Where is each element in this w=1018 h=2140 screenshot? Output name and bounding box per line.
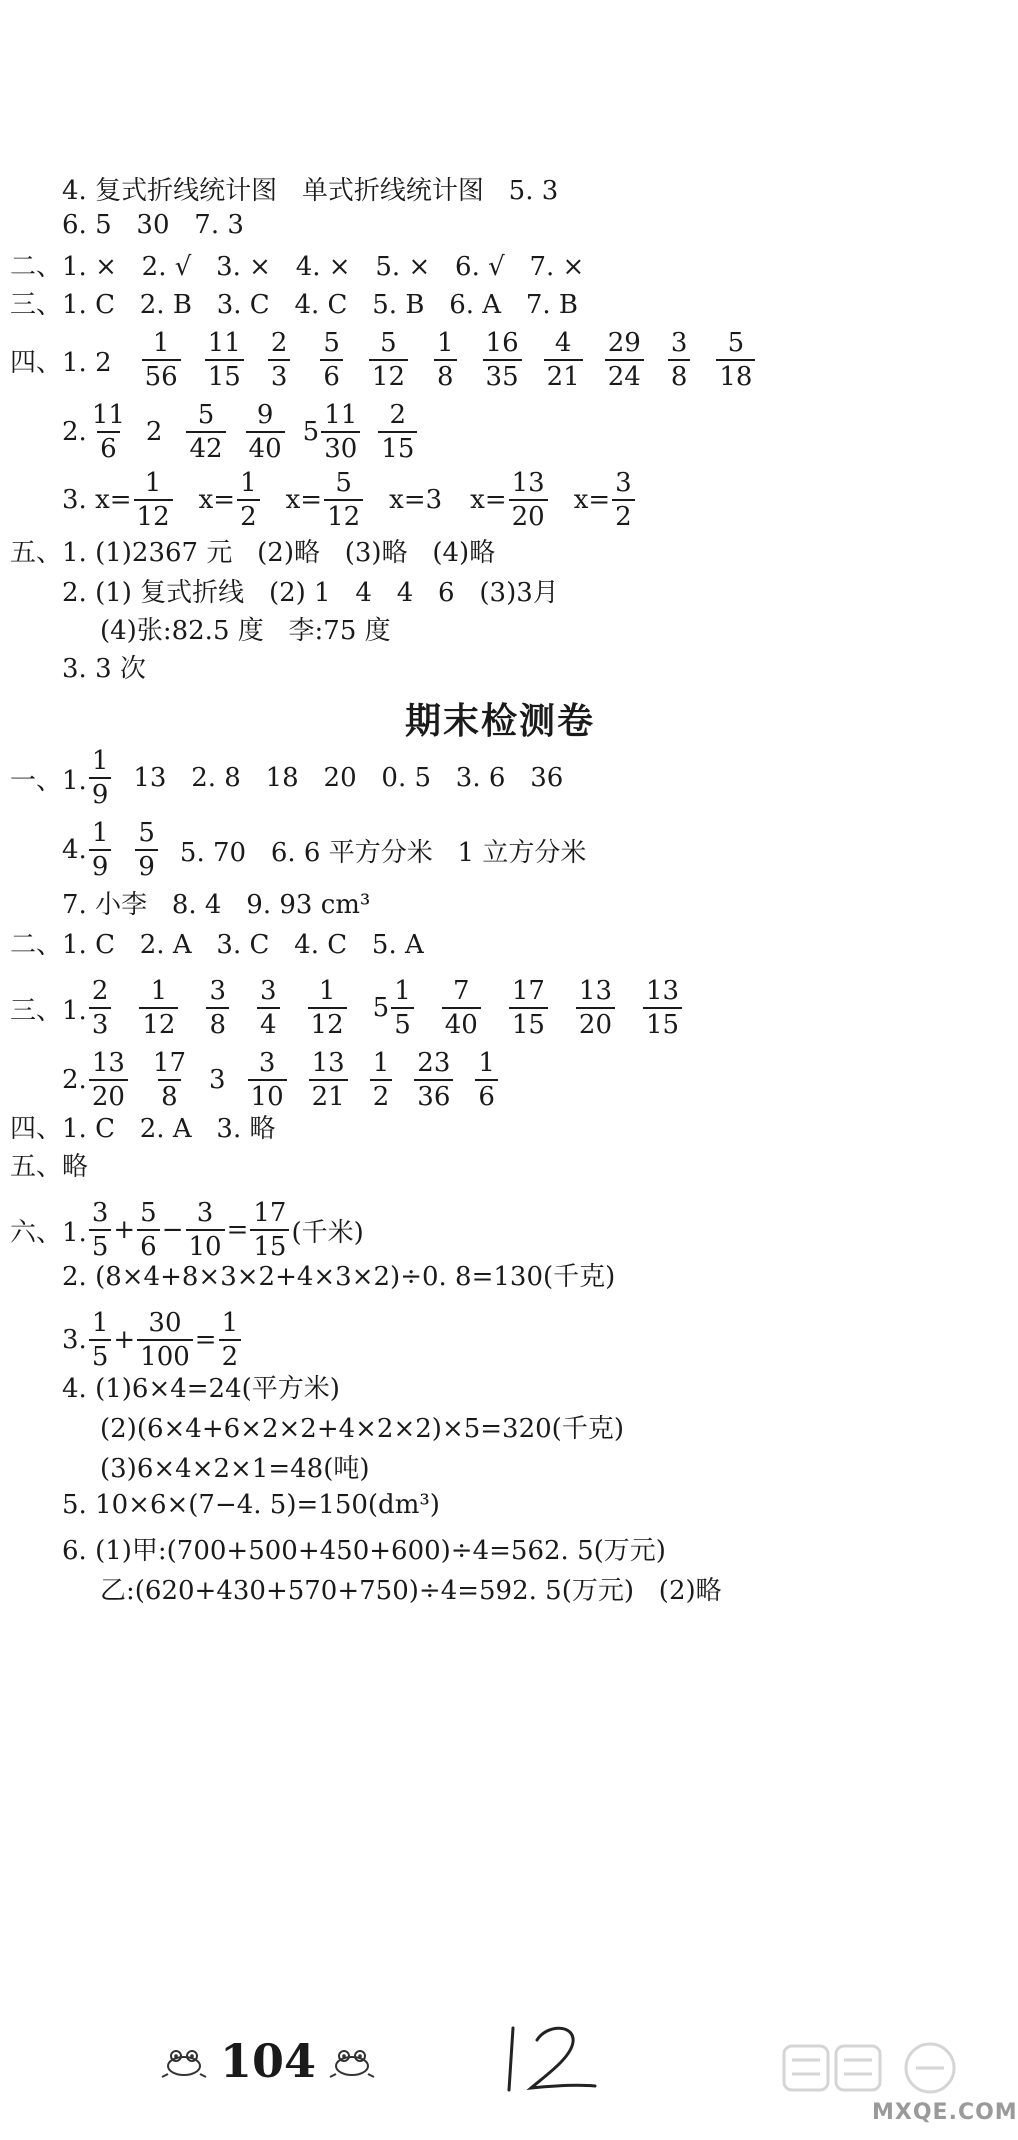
denominator: 2 [612,499,635,530]
fraction [89,820,112,880]
denominator: 8 [434,359,457,390]
fraction [137,1310,193,1370]
denominator: 12 [134,499,173,530]
denominator: 42 [186,431,225,462]
numerator: 1 [152,328,170,358]
fraction [219,1310,242,1370]
fraction [268,330,291,390]
fraction [483,330,522,390]
answer-text: 3 [209,1065,226,1095]
handwritten-note-12 [495,2018,605,2098]
numerator: 1 [394,976,411,1006]
denominator: 15 [250,1229,289,1260]
watermark-logo-icon [780,2040,990,2100]
line-final-3-2 [0,1050,1000,1110]
numerator: 1 [478,1048,495,1078]
answer-text: 5. 70 6. 6 平方分米 1 立方分米 [179,837,587,868]
line-final-2 [0,924,1000,961]
numerator: 17 [152,1048,186,1078]
numerator: 3 [91,1198,109,1228]
denominator: 5 [89,1229,112,1260]
line-final-3-1 [0,978,1000,1038]
fraction [139,978,178,1038]
denominator: 6 [137,1229,160,1260]
fraction [324,470,363,530]
fraction [320,330,343,390]
line-part3-choice [0,284,1000,321]
denominator: 3 [268,359,291,390]
fraction [89,1050,128,1110]
numerator: 23 [417,1048,451,1078]
fraction [186,1200,225,1260]
numerator: 1 [372,1048,390,1078]
line-final-5 [0,1146,1000,1183]
answer-text: 2 [145,417,163,447]
answer-text: 三、1. C 2. B 3. C 4. C 5. B 6. A 7. B [10,290,579,320]
watermark-text: MXQE.COM [872,2100,1018,2125]
numerator: 5 [140,1198,157,1228]
fraction [544,330,583,390]
denominator: 40 [246,431,285,462]
fraction [309,1050,348,1110]
answer-text: = [194,1325,217,1355]
line-part4-1 [0,330,1000,390]
numerator: 2 [270,328,288,358]
denominator: 21 [544,359,583,390]
denominator: 5 [89,1339,112,1370]
answer-text: 5 [302,417,320,447]
answer-text: 3. x= [62,485,132,515]
numerator: 29 [607,328,641,358]
denominator: 12 [308,1007,347,1038]
answer-text: = [226,1215,249,1245]
line-part2-judge [0,246,1000,283]
numerator: 3 [615,468,632,498]
fraction [89,1200,112,1260]
numerator: 2 [389,400,407,430]
numerator: 11 [324,400,358,430]
numerator: 1 [240,468,257,498]
page-number: 104 [220,2034,317,2088]
fraction [89,1310,112,1370]
denominator: 2 [219,1339,242,1370]
numerator: 17 [253,1198,287,1228]
numerator: 13 [91,1048,125,1078]
answer-text: 二、1. C 2. A 3. C 4. C 5. A [10,930,424,960]
numerator: 3 [258,1048,276,1078]
fraction [643,978,682,1038]
line-4-line-charts [0,170,1000,207]
denominator: 2 [237,499,260,530]
answer-text: 2. (1) 复式折线 (2) 1 4 4 6 (3)3月 [62,578,559,608]
numerator: 1 [318,976,336,1006]
denominator: 21 [309,1079,348,1110]
numerator: 1 [91,818,109,848]
answer-text: (2)(6×4+6×2×2+4×2×2)×5=320(千克) [100,1414,624,1444]
denominator: 35 [483,359,522,390]
numerator: 3 [260,976,277,1006]
numerator: 1 [437,328,454,358]
denominator: 6 [475,1079,498,1110]
denominator: 15 [205,359,244,390]
denominator: 20 [89,1079,128,1110]
answer-text: 6. 5 30 7. 3 [62,210,244,240]
answer-text: 4. 复式折线统计图 单式折线统计图 5. 3 [62,176,559,206]
numerator: 13 [311,1048,345,1078]
denominator: 8 [206,1007,229,1038]
answer-text: − [161,1215,184,1245]
fraction [150,1050,189,1110]
answer-text: x= [285,485,323,515]
answer-text: 7. 小李 8. 4 9. 93 cm³ [62,890,371,920]
denominator: 9 [89,777,112,808]
line-6-7 [0,210,1000,240]
denominator: 6 [320,359,343,390]
denominator: 12 [369,359,408,390]
denominator: 40 [442,1007,481,1038]
numerator: 2 [91,976,109,1006]
answer-text: 3. [62,1325,87,1355]
numerator: 9 [256,400,274,430]
page-footer [160,2034,376,2088]
fraction [308,978,347,1038]
fraction [509,470,548,530]
fraction [605,330,644,390]
line-part4-2 [0,402,1000,462]
answer-text: 5. 10×6×(7−4. 5)=150(dm³) [62,1490,440,1520]
denominator: 3 [89,1007,112,1038]
numerator: 5 [138,818,155,848]
numerator: 3 [196,1198,214,1228]
denominator: 12 [324,499,363,530]
denominator: 36 [414,1079,453,1110]
denominator: 100 [137,1339,193,1370]
denominator: 2 [370,1079,393,1110]
fraction [89,978,112,1038]
numerator: 5 [197,400,215,430]
line-final-4 [0,1108,1000,1145]
line-final-6-4a [0,1368,1000,1405]
answer-text: (3)6×4×2×1=48(吨) [100,1454,370,1484]
numerator: 11 [91,400,125,430]
answer-text: + [113,1325,136,1355]
line-final-6-4b [0,1408,1000,1445]
answer-text: 5 [372,993,390,1023]
fraction [442,978,481,1038]
line-final-6-6b [0,1570,1000,1607]
numerator: 3 [209,976,226,1006]
numerator: 5 [727,328,745,358]
numerator: 11 [207,328,241,358]
fraction [142,330,181,390]
answer-text: 2. (8×4+8×3×2+4×3×2)÷0. 8=130(千克) [62,1262,616,1292]
fraction [237,470,260,530]
fraction [206,978,229,1038]
numerator: 5 [323,328,340,358]
fraction [576,978,615,1038]
denominator: 18 [716,359,755,390]
fraction [321,402,360,462]
fraction [475,1050,498,1110]
fraction [257,978,280,1038]
numerator: 1 [221,1308,239,1338]
denominator: 10 [248,1079,287,1110]
numerator: 5 [335,468,352,498]
numerator: 17 [511,976,545,1006]
denominator: 12 [139,1007,178,1038]
fraction [89,748,112,808]
answer-text: 四、1. C 2. A 3. 略 [10,1114,276,1144]
numerator: 7 [453,976,470,1006]
fraction [716,330,755,390]
fraction [612,470,635,530]
answer-text: 六、1. [10,1217,87,1248]
numerator: 1 [144,468,162,498]
answer-text: 4. (1)6×4=24(平方米) [62,1374,340,1404]
fraction [434,330,457,390]
fraction [668,330,691,390]
denominator: 5 [391,1007,414,1038]
numerator: 30 [148,1308,182,1338]
section-title-final-exam: 期末检测卷 [404,701,595,742]
answer-text: 3. 3 次 [62,654,146,684]
answer-text: 三、1. [10,995,87,1026]
answer-text: 2. [62,417,87,447]
denominator: 6 [97,431,120,462]
fraction [369,330,408,390]
line-part5-2 [0,572,1000,609]
numerator: 1 [150,976,168,1006]
answer-text: x= [470,485,507,515]
fraction [378,402,417,462]
answer-text: x= [198,485,236,515]
fraction [89,402,128,462]
line-final-6-5 [0,1490,1000,1520]
fraction [186,402,225,462]
answer-text: 五、1. (1)2367 元 (2)略 (3)略 (4)略 [10,538,496,568]
denominator: 24 [605,359,644,390]
denominator: 9 [89,849,112,880]
answer-text: 13 2. 8 18 20 0. 5 3. 6 36 [133,763,564,793]
line-final-6-4c [0,1448,1000,1485]
denominator: 15 [643,1007,682,1038]
denominator: 15 [378,431,417,462]
denominator: 15 [509,1007,548,1038]
answer-text: (千米) [291,1217,364,1248]
fraction [248,1050,287,1110]
denominator: 8 [668,359,691,390]
fraction [414,1050,453,1110]
denominator: 4 [257,1007,280,1038]
answer-text: 乙:(620+430+570+750)÷4=592. 5(万元) (2)略 [100,1576,722,1606]
answer-text: 二、1. × 2. √ 3. × 4. × 5. × 6. √ 7. × [10,252,585,282]
denominator: 8 [158,1079,181,1110]
line-final-1-4 [0,820,1000,880]
numerator: 1 [91,746,109,776]
fraction [246,402,285,462]
line-final-6-3 [0,1310,1000,1370]
answer-text: 6. (1)甲:(700+500+450+600)÷4=562. 5(万元) [62,1536,666,1566]
frog-ornament-right-icon [328,2044,376,2078]
answer-text: 4. [62,835,87,865]
answer-text: 四、1. 2 [10,347,112,378]
fraction [135,820,158,880]
numerator: 13 [511,468,545,498]
line-part5-3 [0,648,1000,685]
numerator: 16 [485,328,519,358]
frog-ornament-left-icon [160,2044,208,2078]
answer-text: x= [573,485,611,515]
line-final-1-1 [0,748,1000,808]
fraction [391,978,414,1038]
line-part4-3 [0,470,1000,530]
denominator: 20 [509,499,548,530]
denominator: 56 [142,359,181,390]
fraction [137,1200,160,1260]
answer-text: 一、1. [10,765,87,796]
line-final-1-7 [0,884,1000,921]
answer-text: x=3 [389,485,443,515]
line-final-6-2 [0,1256,1000,1293]
answer-text: 五、略 [10,1152,89,1182]
numerator: 1 [91,1308,109,1338]
fraction [205,330,244,390]
line-final-6-6a [0,1530,1000,1567]
numerator: 13 [646,976,680,1006]
denominator: 10 [186,1229,225,1260]
answer-text: 2. [62,1065,87,1095]
denominator: 9 [135,849,158,880]
numerator: 5 [380,328,397,358]
numerator: 4 [554,328,572,358]
numerator: 3 [670,328,688,358]
denominator: 20 [576,1007,615,1038]
numerator: 13 [578,976,613,1006]
answer-text: (4)张:82.5 度 李:75 度 [100,616,391,646]
line-part5-2b [0,610,1000,647]
fraction [250,1200,289,1260]
answer-text: + [113,1215,136,1245]
fraction [134,470,173,530]
line-final-6-1 [0,1200,1000,1260]
denominator: 30 [321,431,360,462]
fraction [370,1050,393,1110]
line-part5-1 [0,532,1000,569]
fraction [509,978,548,1038]
